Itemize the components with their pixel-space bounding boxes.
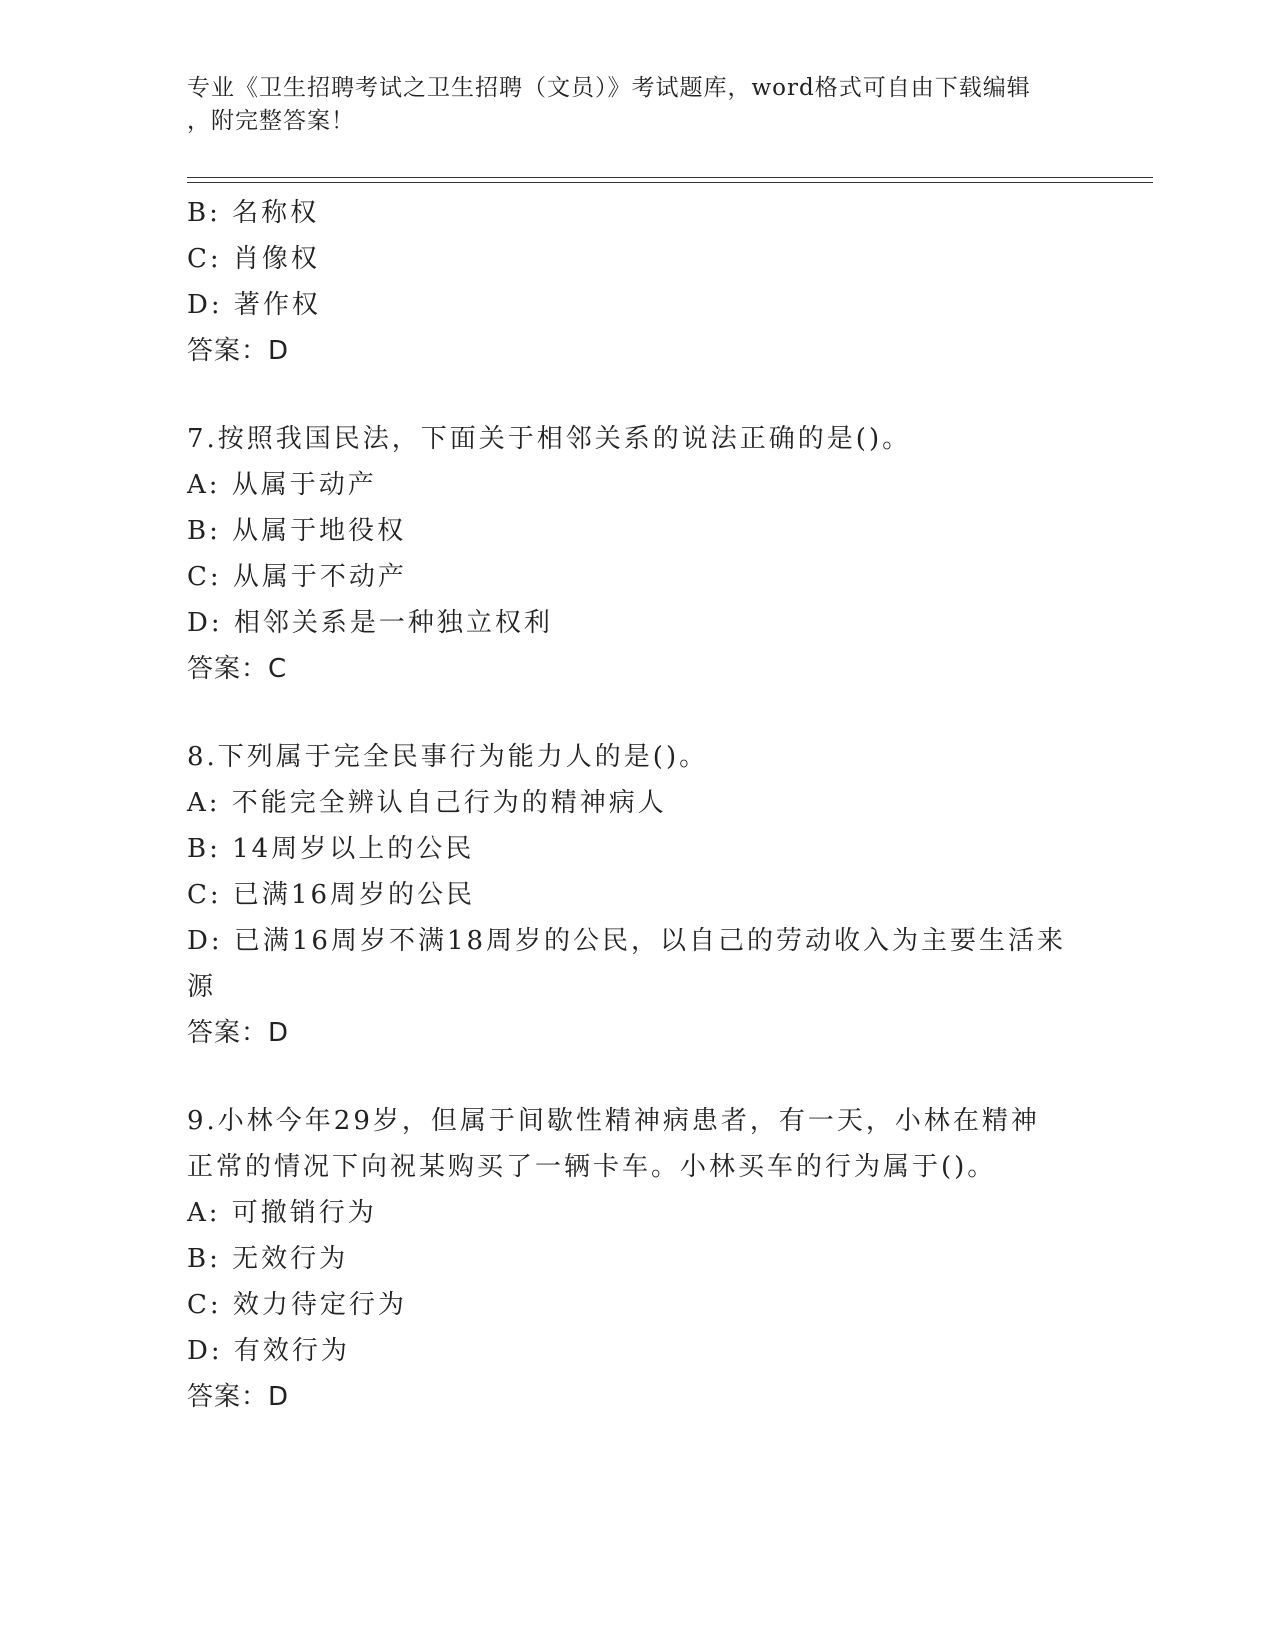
document-header	[187, 72, 1067, 138]
option-a: A: 从属于动产	[187, 470, 377, 500]
option-c: C: 从属于不动产	[187, 562, 407, 592]
question-9	[187, 1098, 1087, 1420]
option-a: A: 不能完全辨认自己行为的精神病人	[187, 788, 667, 818]
option-b: B: 无效行为	[187, 1244, 349, 1274]
spacer	[187, 692, 1087, 734]
question-7	[187, 416, 1087, 692]
spacer	[187, 1056, 1087, 1098]
header-line-1: 专业《卫生招聘考试之卫生招聘（文员）》考试题库，word格式可自由下载编辑	[187, 75, 1031, 101]
question-stem: 8.下列属于完全民事行为能力人的是()。	[187, 742, 709, 772]
option-d: D: 已满16周岁不满18周岁的公民，以自己的劳动收入为主要生活来源	[187, 926, 1067, 1002]
option-c: C: 效力待定行为	[187, 1290, 407, 1320]
option-b: B: 14周岁以上的公民	[187, 834, 475, 864]
option-b: B: 名称权	[187, 198, 320, 228]
spacer	[187, 374, 1087, 416]
header-divider-bottom	[187, 182, 1153, 183]
answer-line: 答案：C	[187, 654, 288, 684]
answer-line: 答案：D	[187, 1018, 290, 1048]
question-stem: 7.按照我国民法，下面关于相邻关系的说法正确的是()。	[187, 424, 912, 454]
option-b: B: 从属于地役权	[187, 516, 407, 546]
option-c: C: 肖像权	[187, 244, 320, 274]
header-line-2: ，附完整答案！	[187, 108, 355, 134]
answer-line: 答案：D	[187, 336, 290, 366]
option-d: D: 相邻关系是一种独立权利	[187, 608, 553, 638]
option-d: D: 有效行为	[187, 1336, 350, 1366]
previous-question-tail	[187, 190, 1087, 374]
option-c: C: 已满16周岁的公民	[187, 880, 476, 910]
question-8	[187, 734, 1087, 1056]
question-stem: 9.小林今年29岁，但属于间歇性精神病患者，有一天，小林在精神正常的情况下向祝某购买了一辆卡车。小林买车的行为属于()。	[187, 1106, 1040, 1182]
question-content	[187, 190, 1087, 1420]
answer-line: 答案：D	[187, 1382, 290, 1412]
option-a: A: 可撤销行为	[187, 1198, 377, 1228]
option-d: D: 著作权	[187, 290, 321, 320]
header-divider-top	[187, 177, 1153, 178]
